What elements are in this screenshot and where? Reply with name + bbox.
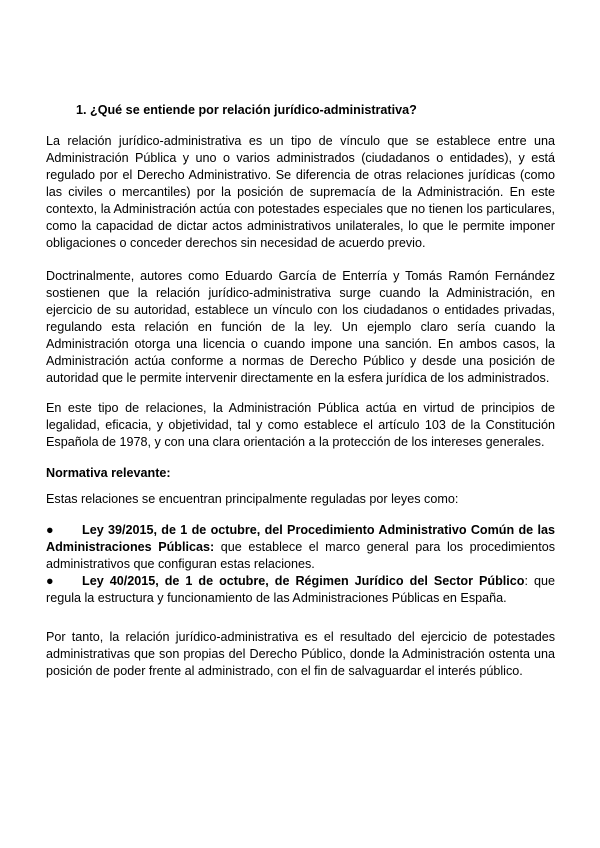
law-title: Ley 39/2015, de 1 de octubre, del Procedimiento Administrativo Común de las Administraciones Públicas: <box>46 523 555 554</box>
paragraph-principles: En este tipo de relaciones, la Administración Pública actúa en virtud de principios de legalidad, eficacia, y objetividad, tal y como establece el artículo 103 de la Constitución Española de 1978, y con una clara orientación a la protección de los intereses generales. <box>46 401 555 449</box>
list-item <box>46 573 555 607</box>
paragraph-conclusion: Por tanto, la relación jurídico-administrativa es el resultado del ejercicio de potestades administrativas que son propias del Derecho Público, donde la Administración ostenta una posición de poder frente al administrado, con el fin de salvaguardar el interés público. <box>46 630 555 678</box>
law-description: que establece el marco general para los procedimientos administrativos que configuran estas relaciones. <box>46 540 555 571</box>
bullet-icon: ● <box>46 523 54 537</box>
bullet-icon: ● <box>46 574 54 588</box>
paragraph-definition: La relación jurídico-administrativa es un tipo de vínculo que se establece entre una Administración Pública y uno o varios administrados (ciudadanos o entidades), y está regulado por el Derecho Administrativo. Se diferencia de otras relaciones jurídicas (como las civiles o mercantiles) por la posición de supremacía de la Administración. En este contexto, la Administración actúa con potestades especiales que no tienen los particulares, como la capacidad de dictar actos administrativos unilaterales, lo que le permite imponer obligaciones o conceder derechos sin necesidad de acuerdo previo. <box>46 134 555 250</box>
list-item <box>46 522 555 573</box>
laws-list <box>46 522 555 607</box>
law-description: : que regula la estructura y funcionamiento de las Administraciones Públicas en España. <box>46 574 556 605</box>
law-title: Ley 40/2015, de 1 de octubre, de Régimen Jurídico del Sector Público <box>82 574 525 588</box>
paragraph-laws-intro: Estas relaciones se encuentran principalmente reguladas por leyes como: <box>46 492 459 506</box>
normativa-heading: Normativa relevante: <box>46 466 171 480</box>
paragraph-doctrine: Doctrinalmente, autores como Eduardo García de Enterría y Tomás Ramón Fernández sostienen que la relación jurídico-administrativa surge cuando la Administración, en ejercicio de su autoridad, establece un vínculo con los ciudadanos o entidades privadas, regulando esta relación en función de la ley. Un ejemplo claro sería cuando la Administración otorga una licencia o cuando impone una sanción. En ambos casos, la Administración actúa conforme a normas de Derecho Público y desde una posición de autoridad que le permite intervenir directamente en la esfera jurídica de los administrados. <box>46 269 555 385</box>
question-heading: 1. ¿Qué se entiende por relación jurídico-administrativa? <box>76 103 417 117</box>
